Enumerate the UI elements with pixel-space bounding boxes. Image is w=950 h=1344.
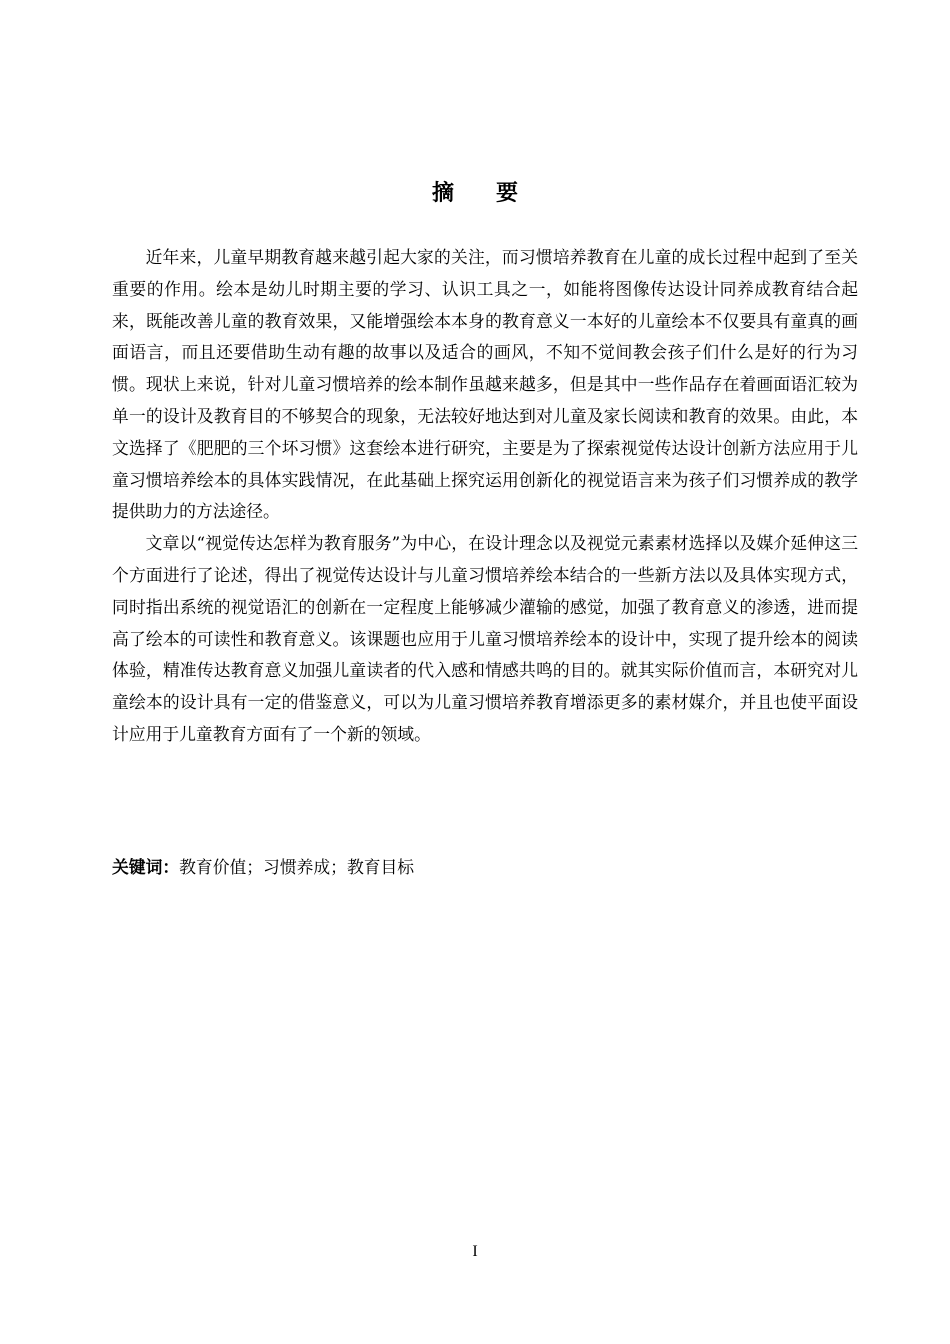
keywords-line (112, 852, 858, 882)
keywords-label: 关键词： (112, 857, 180, 877)
abstract-paragraph-2: 文章以“视觉传达怎样为教育服务”为中心，在设计理念以及视觉元素素材选择以及媒介延伸这三个方面进行了论述，得出了视觉传达设计与儿童习惯培养绘本结合的一些新方法以及具体实现方式，同时指出系统的视觉语汇的创新在一定程度上能够减少灌输的感觉，加强了教育意义的渗透，进而提高了绘本的可读性和教育意义。该课题也应用于儿童习惯培养绘本的设计中，实现了提升绘本的阅读体验，精准传达教育意义加强儿童读者的代入感和情感共鸣的目的。就其实际价值而言，本研究对儿童绘本的设计具有一定的借鉴意义，可以为儿童习惯培养教育增添更多的素材媒介，并且也使平面设计应用于儿童教育方面有了一个新的领域。 (112, 533, 858, 744)
keywords-list: 教育价值；习惯养成；教育目标 (179, 857, 415, 877)
page-title: 摘要 (431, 181, 560, 206)
abstract-paragraph-1: 近年来，儿童早期教育越来越引起大家的关注，而习惯培养教育在儿童的成长过程中起到了至关重要的作用。绘本是幼儿时期主要的学习、认识工具之一，如能将图像传达设计同养成教育结合起来，既能改善儿童的教育效果，又能增强绘本本身的教育意义一本好的儿童绘本不仅要具有童真的画面语言，而且还要借助生动有趣的故事以及适合的画风，不知不觉间教会孩子们什么是好的行为习惯。现状上来说，针对儿童习惯培养的绘本制作虽越来越多，但是其中一些作品存在着画面语汇较为单一的设计及教育目的不够契合的现象，无法较好地达到对儿童及家长阅读和教育的效果。由此，本文选择了《肥肥的三个坏习惯》这套绘本进行研究，主要是为了探索视觉传达设计创新方法应用于儿童习惯培养绘本的具体实践情况，在此基础上探究运用创新化的视觉语言来为孩子们习惯养成的教学提供助力的方法途径。 (112, 247, 858, 522)
page-number: I (472, 1243, 478, 1260)
abstract-body (112, 242, 858, 751)
